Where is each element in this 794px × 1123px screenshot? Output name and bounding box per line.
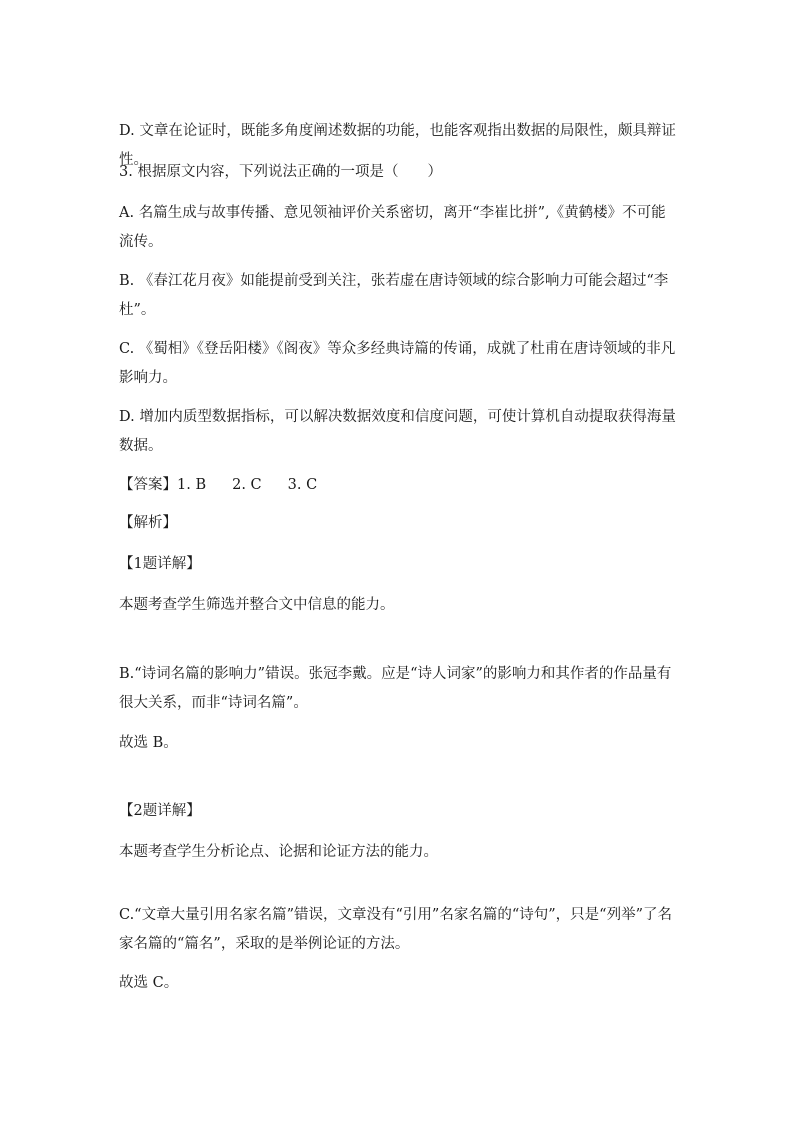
detail2-explanation: C.“文章大量引用名家名篇”错误，文章没有“引用”名家名篇的“诗句”，只是“列举”了名家名篇的“篇名”，采取的是举例论证的方法。 <box>119 907 672 952</box>
answer-line <box>119 471 679 500</box>
q3-option-a: A. 名篇生成与故事传播、意见领袖评价关系密切，离开“李崔比拼”,《黄鹤楼》不可能流传。 <box>119 205 666 250</box>
detail2-conclusion: 故选 C。 <box>119 975 179 991</box>
q3-option-d: D. 增加内质型数据指标，可以解决数据效度和信度问题，可使计算机自动提取获得海量数据。 <box>119 409 676 454</box>
detail2-intro: 本题考查学生分析论点、论据和论证方法的能力。 <box>119 844 438 860</box>
answer-2: 2. C <box>232 477 262 493</box>
answer-label: 【答案】 <box>119 477 177 493</box>
detail1-heading: 【1题详解】 <box>119 556 201 572</box>
detail1-explanation: B.“诗词名篇的影响力”错误。张冠李戴。应是“诗人词家”的影响力和其作者的作品量有很大关系，而非“诗词名篇”。 <box>119 666 672 711</box>
detail1-conclusion: 故选 B。 <box>119 735 178 751</box>
detail1-intro: 本题考查学生筛选并整合文中信息的能力。 <box>119 597 395 613</box>
q3-option-b: B. 《春江花月夜》如能提前受到关注，张若虚在唐诗领域的综合影响力可能会超过“李杜”。 <box>119 273 669 318</box>
detail2-heading: 【2题详解】 <box>119 803 201 819</box>
analysis-label: 【解析】 <box>119 515 177 531</box>
q2-option-d: D. 文章在论证时，既能多角度阐述数据的功能，也能客观指出数据的局限性，颇具辩证性。 <box>119 123 676 168</box>
answer-3: 3. C <box>287 477 318 493</box>
q3-option-c: C. 《蜀相》《登岳阳楼》《阁夜》等众多经典诗篇的传诵，成就了杜甫在唐诗领域的非凡影响力。 <box>119 341 676 386</box>
answer-1: 1. B <box>177 477 207 493</box>
q3-stem: 3. 根据原文内容，下列说法正确的一项是（ ） <box>119 164 442 180</box>
